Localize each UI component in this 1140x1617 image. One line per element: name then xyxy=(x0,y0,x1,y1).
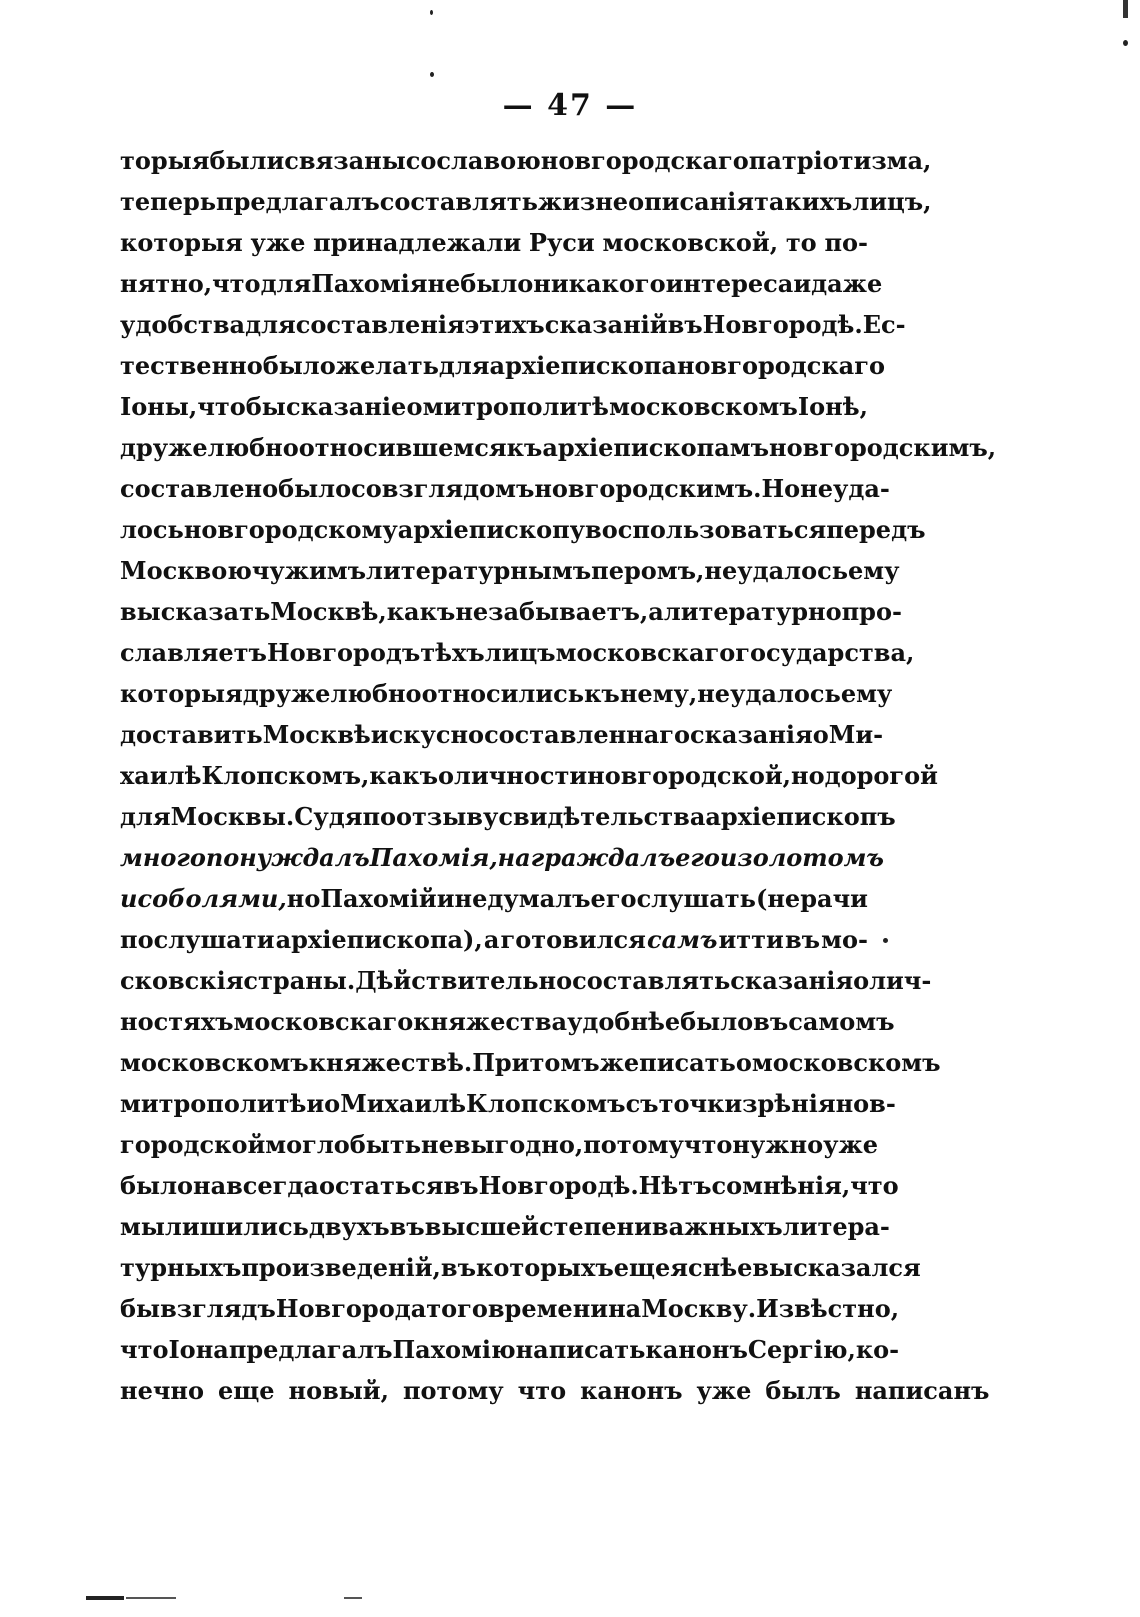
word: для xyxy=(438,351,490,380)
word: про- xyxy=(841,597,902,626)
text-line xyxy=(120,509,926,550)
word: сковскія xyxy=(120,966,244,995)
text-line xyxy=(120,1001,895,1042)
word: высказать xyxy=(120,597,271,626)
word: и xyxy=(719,843,738,872)
word: быть xyxy=(349,1130,421,1159)
word: теперь xyxy=(120,187,217,216)
word: Сергію, xyxy=(747,1335,856,1364)
word: что xyxy=(212,269,261,298)
word: что xyxy=(683,1130,733,1159)
word: (не xyxy=(756,884,801,913)
word: съ xyxy=(625,1089,659,1118)
scan-edge-mark xyxy=(1123,0,1128,18)
word: Клопскомъ, xyxy=(201,761,370,790)
text-line xyxy=(120,837,884,878)
word: думалъ xyxy=(487,884,591,913)
word: Извѣстно, xyxy=(756,1294,900,1323)
text-line xyxy=(120,755,938,796)
word: архіепископу xyxy=(397,515,586,544)
word: не xyxy=(454,884,488,913)
word: уже xyxy=(696,1376,752,1405)
word: архіепископъ xyxy=(705,802,896,831)
word: такихъ xyxy=(754,187,853,216)
text-line xyxy=(120,714,884,755)
word: же xyxy=(599,1048,640,1077)
word: высшей xyxy=(424,1212,539,1241)
word: литературно xyxy=(663,597,842,626)
word: соболями, xyxy=(137,884,287,913)
word: Ми- xyxy=(828,720,884,749)
word: по- xyxy=(824,228,868,257)
word: о xyxy=(438,761,455,790)
word: государства, xyxy=(735,638,915,667)
scan-edge-mark xyxy=(86,1596,124,1600)
text-line xyxy=(120,1124,878,1165)
word: нечно xyxy=(120,1376,204,1405)
word: предлагалъ xyxy=(228,1335,393,1364)
word: составлять xyxy=(379,187,538,216)
word: Новгородѣ. xyxy=(702,310,863,339)
word: лось xyxy=(120,515,184,544)
word: къ xyxy=(506,433,543,462)
word: остаться xyxy=(318,1171,444,1200)
word: ему xyxy=(840,679,893,708)
word: былъ xyxy=(765,1376,841,1405)
word: составлено xyxy=(120,474,279,503)
word: которыя xyxy=(120,679,243,708)
word: о xyxy=(812,720,829,749)
word: для xyxy=(245,310,296,339)
word: отзыву xyxy=(396,802,499,831)
text-line xyxy=(120,550,900,591)
word: было xyxy=(262,351,336,380)
word: Нѣтъ xyxy=(638,1171,712,1200)
word: Пахомію xyxy=(392,1335,516,1364)
word: сказанія xyxy=(689,720,813,749)
word: новгородскаго xyxy=(540,146,749,175)
word: архіепископа xyxy=(489,351,677,380)
word: яснѣе xyxy=(670,1253,753,1282)
text-line xyxy=(120,796,896,837)
word: готовился xyxy=(500,925,646,954)
word: о xyxy=(735,1048,752,1077)
word: уда- xyxy=(833,474,890,503)
word: дружелюбно xyxy=(120,433,299,462)
word: славою xyxy=(436,146,541,175)
word: торыя xyxy=(120,146,210,175)
text-line xyxy=(120,1206,890,1247)
word: новгородскаго xyxy=(676,351,885,380)
word: и xyxy=(306,1089,325,1118)
word: новгородской, xyxy=(587,761,792,790)
word: нятно, xyxy=(120,269,213,298)
word: княжества xyxy=(413,1007,568,1036)
word: еще xyxy=(217,1376,275,1405)
word: какъ xyxy=(369,761,438,790)
word: При xyxy=(472,1048,530,1077)
word: лицъ xyxy=(484,638,556,667)
word: московской, xyxy=(602,228,779,257)
word: уже xyxy=(250,228,306,257)
word: но xyxy=(791,761,825,790)
word: взглядомъ xyxy=(381,474,535,503)
word: не xyxy=(421,1130,454,1159)
word: въ xyxy=(667,310,703,339)
word: архіепископамъ xyxy=(542,433,770,462)
text-line xyxy=(120,960,932,1001)
word: тественно xyxy=(120,351,263,380)
word: уже xyxy=(823,1130,878,1159)
word: Новгорода xyxy=(275,1294,427,1323)
word: было xyxy=(680,1007,754,1036)
word: потому xyxy=(402,1376,504,1405)
word: рачи xyxy=(800,884,868,913)
text-line xyxy=(120,1083,896,1124)
word: московскомъ xyxy=(751,1048,941,1077)
word: не xyxy=(427,269,461,298)
word: которыхъ xyxy=(475,1253,614,1282)
word: его xyxy=(590,884,637,913)
word: доставить xyxy=(120,720,263,749)
word: Судя xyxy=(294,802,363,831)
word: зрѣнія xyxy=(742,1089,836,1118)
word: новгородскимъ. xyxy=(534,474,762,503)
word: со xyxy=(405,146,437,175)
word: понуждалъ xyxy=(205,843,370,872)
word: Пахомій xyxy=(320,884,437,913)
word: мы xyxy=(120,1212,165,1241)
word: въ xyxy=(389,1212,425,1241)
word: которыя xyxy=(120,228,243,257)
word: не xyxy=(704,556,738,585)
text-line xyxy=(120,304,906,345)
word: степени xyxy=(538,1212,652,1241)
word: Москвѣ xyxy=(262,720,371,749)
word: московскаго xyxy=(233,1007,414,1036)
word: произведеній, xyxy=(241,1253,441,1282)
word: чтобы xyxy=(197,392,286,421)
scan-speck xyxy=(430,72,434,77)
word: архіепископа), xyxy=(275,925,483,954)
word: новгородскимъ, xyxy=(769,433,997,462)
word: что xyxy=(120,1335,169,1364)
text-line xyxy=(120,1370,990,1411)
text-line xyxy=(120,386,868,427)
word: перомъ, xyxy=(591,556,705,585)
word: Іонѣ, xyxy=(797,392,868,421)
word: по xyxy=(362,802,397,831)
word: ностяхъ xyxy=(120,1007,234,1036)
word: литера- xyxy=(782,1212,890,1241)
word: турныхъ xyxy=(120,1253,242,1282)
word: славляетъ xyxy=(120,638,267,667)
word: Ес- xyxy=(862,310,906,339)
word: никакого xyxy=(533,269,666,298)
word: были xyxy=(209,146,285,175)
text-line xyxy=(120,919,868,960)
word: Пахомія xyxy=(311,269,428,298)
word: ему xyxy=(847,556,900,585)
word: воспользоваться xyxy=(585,515,827,544)
word: мо- xyxy=(821,925,868,954)
text-line xyxy=(120,878,868,919)
word: было xyxy=(120,1171,193,1200)
word: не xyxy=(800,474,833,503)
scan-edge-mark xyxy=(344,1597,362,1599)
body-text xyxy=(120,140,997,1411)
word: для xyxy=(260,269,312,298)
page-number: — 47 — xyxy=(502,88,638,123)
scan-speck xyxy=(883,938,888,943)
word: высказался xyxy=(752,1253,921,1282)
word: дорогой xyxy=(824,761,938,790)
word: литературнымъ xyxy=(366,556,592,585)
word: Москвѣ, xyxy=(270,597,387,626)
word: о xyxy=(324,1089,341,1118)
word: сказаніе xyxy=(285,392,407,421)
word: предлагалъ xyxy=(216,187,380,216)
text-line xyxy=(120,427,997,468)
word: тѣхъ xyxy=(420,638,485,667)
word: не xyxy=(697,679,731,708)
word: нему, xyxy=(619,679,698,708)
word: искусно xyxy=(370,720,485,749)
word: свидѣтельства xyxy=(498,802,706,831)
word: составлять xyxy=(572,966,731,995)
word: Но xyxy=(761,474,801,503)
word: Михаилѣ xyxy=(340,1089,467,1118)
word: митрополитѣ xyxy=(422,392,609,421)
word: навсегда xyxy=(193,1171,319,1200)
word: въ xyxy=(784,925,821,954)
word: важныхъ xyxy=(651,1212,783,1241)
word: въ xyxy=(443,1171,479,1200)
word: не xyxy=(455,597,489,626)
word: интереса xyxy=(665,269,794,298)
word: относились xyxy=(421,679,585,708)
text-line xyxy=(120,1329,900,1370)
word: что xyxy=(850,1171,899,1200)
word: лич- xyxy=(869,966,932,995)
scan-edge-mark xyxy=(126,1597,176,1599)
word: писать xyxy=(639,1048,736,1077)
word: слушать xyxy=(636,884,756,913)
word: на xyxy=(608,1294,642,1323)
word: и xyxy=(793,269,812,298)
word: патріотизма, xyxy=(748,146,932,175)
word: относившемся xyxy=(298,433,507,462)
word: городской xyxy=(120,1130,266,1159)
word: томъ xyxy=(529,1048,600,1077)
word: взглядъ xyxy=(160,1294,276,1323)
text-line xyxy=(120,181,932,222)
text-line xyxy=(120,222,868,263)
word: его xyxy=(675,843,720,872)
word: для xyxy=(120,802,171,831)
word: дружелюбно xyxy=(242,679,422,708)
word: Москвы. xyxy=(170,802,295,831)
word: еще xyxy=(613,1253,671,1282)
word: московскаго xyxy=(555,638,736,667)
word: забываетъ, xyxy=(488,597,649,626)
word: двухъ xyxy=(308,1212,390,1241)
word: потому xyxy=(583,1130,684,1159)
word: о xyxy=(406,392,423,421)
word: Руси xyxy=(528,228,595,257)
word: было xyxy=(460,269,534,298)
scan-speck xyxy=(430,10,433,15)
word: страны. xyxy=(243,966,356,995)
word: московскомъ xyxy=(609,392,798,421)
word: самъ xyxy=(646,925,718,954)
text-line xyxy=(120,263,883,304)
word: сомнѣнія, xyxy=(711,1171,851,1200)
text-line xyxy=(120,1247,921,1288)
scan-speck xyxy=(1123,40,1128,46)
word: Клопскомъ xyxy=(466,1089,626,1118)
word: золотомъ xyxy=(737,843,884,872)
text-line xyxy=(120,345,885,386)
word: что xyxy=(517,1376,567,1405)
word: итти xyxy=(718,925,784,954)
word: канонъ xyxy=(580,1376,683,1405)
word: точки xyxy=(658,1089,743,1118)
word: нужно xyxy=(732,1130,824,1159)
word: и xyxy=(120,884,138,913)
word: сказанія xyxy=(730,966,854,995)
text-line xyxy=(120,632,915,673)
word: Новгородѣ. xyxy=(478,1171,639,1200)
word: а xyxy=(648,597,664,626)
word: нов- xyxy=(835,1089,896,1118)
word: сказаній xyxy=(544,310,668,339)
word: Москву. xyxy=(641,1294,757,1323)
word: выгодно, xyxy=(453,1130,584,1159)
word: написать xyxy=(515,1335,646,1364)
text-line xyxy=(120,591,902,632)
word: самомъ xyxy=(788,1007,895,1036)
word: въ xyxy=(440,1253,476,1282)
word: а xyxy=(483,925,500,954)
word: со xyxy=(351,474,382,503)
word: то xyxy=(785,228,817,257)
word: о xyxy=(853,966,870,995)
text-line xyxy=(120,1165,899,1206)
word: Дѣйствительно xyxy=(355,966,573,995)
word: Новгородъ xyxy=(266,638,421,667)
word: но xyxy=(286,884,321,913)
word: лишились xyxy=(164,1212,309,1241)
word: чужимъ xyxy=(251,556,367,585)
word: много xyxy=(120,843,206,872)
text-line xyxy=(120,1042,941,1083)
word: желать xyxy=(335,351,439,380)
word: ко- xyxy=(855,1335,900,1364)
word: Іоны, xyxy=(120,392,198,421)
word: этихъ xyxy=(464,310,545,339)
word: послушати xyxy=(120,925,275,954)
word: передъ xyxy=(826,515,926,544)
word: новгородскому xyxy=(183,515,398,544)
word: того xyxy=(426,1294,488,1323)
word: новый, xyxy=(288,1376,389,1405)
word: могло xyxy=(265,1130,350,1159)
word: Іона xyxy=(168,1335,229,1364)
word: какъ xyxy=(386,597,456,626)
word: даже xyxy=(811,269,883,298)
text-line xyxy=(120,1288,900,1329)
word: къ xyxy=(584,679,620,708)
text-line xyxy=(120,140,932,181)
word: личности xyxy=(454,761,588,790)
word: составленія xyxy=(295,310,465,339)
text-line xyxy=(120,468,890,509)
word: московскомъ xyxy=(120,1048,309,1077)
word: удалось xyxy=(730,679,841,708)
word: митрополитѣ xyxy=(120,1089,307,1118)
word: принадлежали xyxy=(313,228,522,257)
word: написанъ xyxy=(854,1376,990,1405)
word: составленнаго xyxy=(484,720,690,749)
word: княжествѣ. xyxy=(308,1048,473,1077)
word: связаны xyxy=(284,146,406,175)
word: удалось xyxy=(737,556,848,585)
word: жизнеописанія xyxy=(537,187,755,216)
word: лицъ, xyxy=(852,187,932,216)
word: въ xyxy=(753,1007,789,1036)
word: хаилѣ xyxy=(120,761,202,790)
word: времени xyxy=(487,1294,609,1323)
word: было xyxy=(278,474,352,503)
word: бы xyxy=(120,1294,161,1323)
word: удобства xyxy=(120,310,246,339)
text-line xyxy=(120,673,893,714)
word: канонъ xyxy=(645,1335,748,1364)
word: и xyxy=(436,884,455,913)
word: Пахомія, xyxy=(369,843,498,872)
word: Москвою xyxy=(120,556,252,585)
word: удобнѣе xyxy=(567,1007,681,1036)
word: награждалъ xyxy=(497,843,676,872)
